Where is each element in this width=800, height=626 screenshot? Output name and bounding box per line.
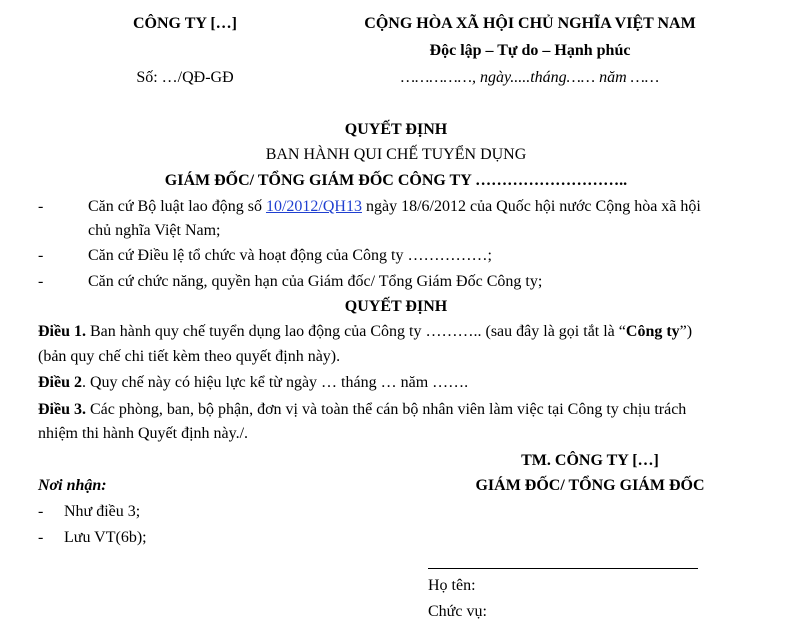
labor-code-link[interactable]: 10/2012/QH13 <box>265 198 362 215</box>
article-3: Điều 3. Các phòng, ban, bộ phận, đơn vị và toàn thể cán bộ nhân viên làm việc tại Công ty chịu trách <box>38 401 687 418</box>
recipient-item: Như điều 3; <box>64 503 141 520</box>
decides-heading: QUYẾT ĐỊNH <box>344 298 448 315</box>
recipient-item: Lưu VT(6b); <box>64 529 147 546</box>
signature-line <box>428 568 698 569</box>
company-name: CÔNG TY […] <box>133 15 237 32</box>
list-dash: - <box>38 198 44 215</box>
motto: Độc lập – Tự do – Hạnh phúc <box>429 42 631 59</box>
signer-position: GIÁM ĐỐC/ TỔNG GIÁM ĐỐC <box>475 477 705 494</box>
basis-charter: Căn cứ Điều lệ tổ chức và hoạt động của Công ty ……………; <box>88 247 492 264</box>
list-dash: - <box>38 529 44 546</box>
decision-number: Số: …/QĐ-GĐ <box>136 69 234 86</box>
basis-labor-code-cont: chủ nghĩa Việt Nam; <box>88 222 221 239</box>
nation-title: CỘNG HÒA XÃ HỘI CHỦ NGHĨA VIỆT NAM <box>364 15 696 32</box>
date-line: ……………, ngày.....tháng…… năm …… <box>400 69 660 86</box>
issuer-title: GIÁM ĐỐC/ TỔNG GIÁM ĐỐC CÔNG TY ……………………….. <box>164 172 628 189</box>
basis-labor-code: Căn cứ Bộ luật lao động số 10/2012/QH13 ngày 18/6/2012 của Quốc hội nước Cộng hòa xã hội <box>88 198 701 215</box>
article-3-cont: nhiệm thi hành Quyết định này./. <box>38 425 249 442</box>
position-label: Chức vụ: <box>428 603 487 620</box>
decision-title: QUYẾT ĐỊNH <box>344 121 448 138</box>
article-1: Điều 1. Ban hành quy chế tuyển dụng lao động của Công ty ……….. (sau đây là gọi tắt là “Công ty”) <box>38 323 693 340</box>
list-dash: - <box>38 247 44 264</box>
on-behalf-label: TM. CÔNG TY […] <box>521 452 659 469</box>
recipients-label: Nơi nhận: <box>38 477 107 494</box>
list-dash: - <box>38 503 44 520</box>
decision-subtitle: BAN HÀNH QUI CHẾ TUYỂN DỤNG <box>265 146 527 163</box>
basis-authority: Căn cứ chức năng, quyền hạn của Giám đốc/ Tổng Giám Đốc Công ty; <box>88 273 543 290</box>
article-1-cont: (bản quy chế chi tiết kèm theo quyết định này). <box>38 348 341 365</box>
list-dash: - <box>38 273 44 290</box>
name-label: Họ tên: <box>428 577 476 594</box>
article-2: Điều 2. Quy chế này có hiệu lực kể từ ngày … tháng … năm ……. <box>38 374 469 391</box>
